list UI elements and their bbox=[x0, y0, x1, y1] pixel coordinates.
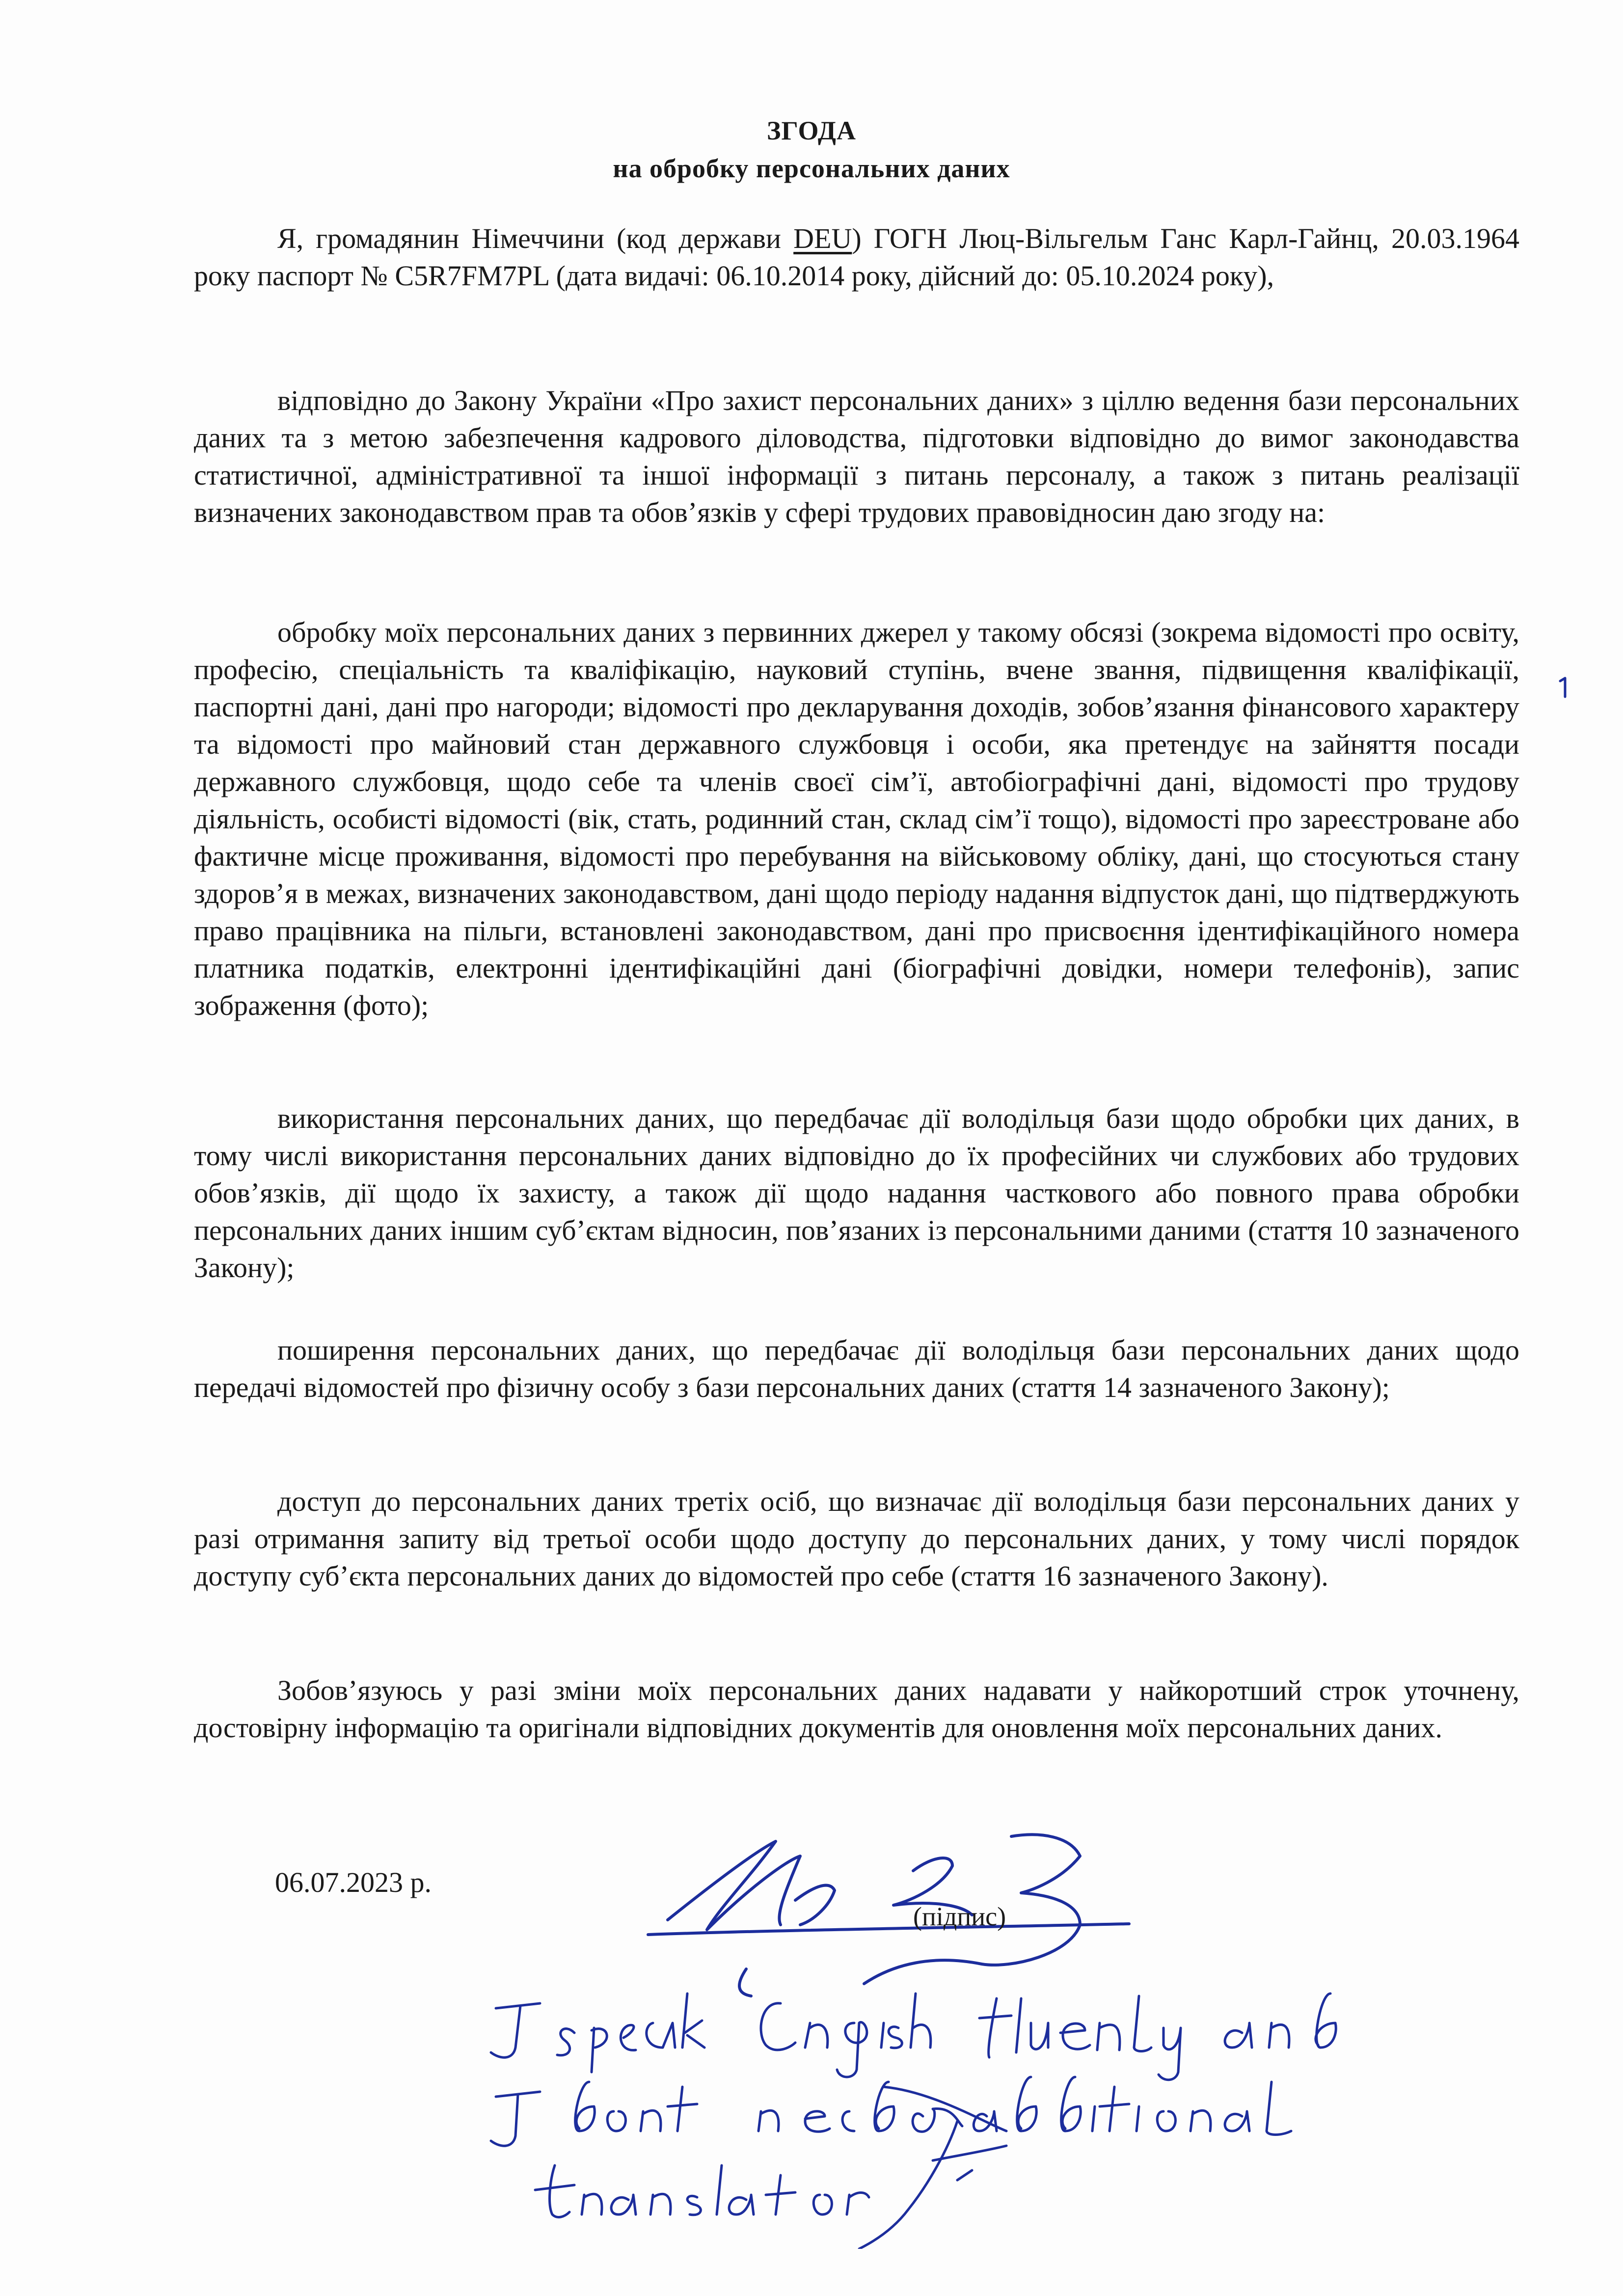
distribution-paragraph: поширення персональних даних, що передбачає дії володільця бази персональних даних щодо передачі відомостей про фізичну особу з бази персональних даних (стаття 14 зазначеного Закону); bbox=[194, 1334, 1519, 1403]
legal-basis-paragraph: відповідно до Закону України «Про захист персональних даних» з ціллю ведення бази персональних даних та з метою забезпечення кадрового діловодства, підготовки відповідно до вимог законодавства статистичної, адміністративної та іншої інформації з питань персоналу, а також з питань реалізації визначених законодавством прав та обов’язків у сфері трудових правовідносин даю згоду на: bbox=[194, 384, 1519, 528]
intro-text-post: ) ГОГН Люц-Вільгельм Ганс Карл-Гайнц, 20.03.1964 року паспорт № C5R7FM7PL (дата видачі: 06.10.2014 року, дійсний до: 05.10.2024 року), bbox=[194, 222, 1519, 292]
processing-paragraph: обробку моїх персональних даних з первинних джерел у такому обсязі (зокрема відомості про освіту, професію, спеціальність та кваліфікацію, науковий ступінь, вчене звання, підвищення кваліфікації, паспортні дані, дані про нагороди; відомості про декларування доходів, зобов’язання фінансового характеру та відомості про майновий стан державного службовця і особи, яка претендує на зайняття посади державного службовця, щодо себе та членів своєї сім’ї, автобіографічні дані, відомості про трудову діяльність, особисті відомості (вік, стать, родинний стан, склад сім’ї тощо), відомості про зареєстроване або фактичне місце проживання, відомості про перебування на військовому обліку, дані, що стосуються стану здоров’я в межах, визначених законодавством, дані щодо періоду надання відпусток дані, що підтверджують право працівника на пільги, встановлені законодавством, дані про присвоєння ідентифікаційного номера платника податків, електронні ідентифікаційні дані (біографічні довідки, номери телефонів), запис зображення (фото); bbox=[194, 616, 1519, 1021]
signing-date: 06.07.2023 р. bbox=[275, 1866, 432, 1898]
commitment-paragraph: Зобов’язуюсь у разі зміни моїх персональних даних надавати у найкоротший строк уточнену, достовірну інформацію та оригінали відповідних документів для оновлення моїх персональних даних. bbox=[194, 1674, 1519, 1744]
country-code: DEU bbox=[793, 222, 852, 254]
usage-paragraph: використання персональних даних, що передбачає дії володільця бази щодо обробки цих даних, в тому числі використання персональних даних відповідно до їх професійних чи службових або трудових обов’язків, дії щодо їх захисту, а також дії щодо надання часткового або повного права обробки персональних даних іншим суб’єктам відносин, пов’язаних із персональними даними (стаття 10 зазначеного Закону); bbox=[194, 1102, 1519, 1284]
intro-text-pre: Я, громадянин Німеччини (код держави bbox=[277, 222, 794, 254]
document-title: ЗГОДА bbox=[767, 116, 856, 145]
access-paragraph: доступ до персональних даних третіх осіб, що визначає дії володільця бази персональних даних у разі отримання запиту від третьої особи щодо доступу до персональних даних, у тому числі порядок доступу суб’єкта персональних даних до відомостей про себе (стаття 16 зазначеного Закону). bbox=[194, 1485, 1519, 1592]
handwritten-note bbox=[466, 1974, 1497, 2249]
signature-label: (підпис) bbox=[913, 1902, 1006, 1931]
intro-paragraph bbox=[194, 220, 1519, 295]
margin-mark bbox=[1556, 675, 1571, 700]
document-subtitle: на обробку персональних даних bbox=[613, 154, 1010, 183]
